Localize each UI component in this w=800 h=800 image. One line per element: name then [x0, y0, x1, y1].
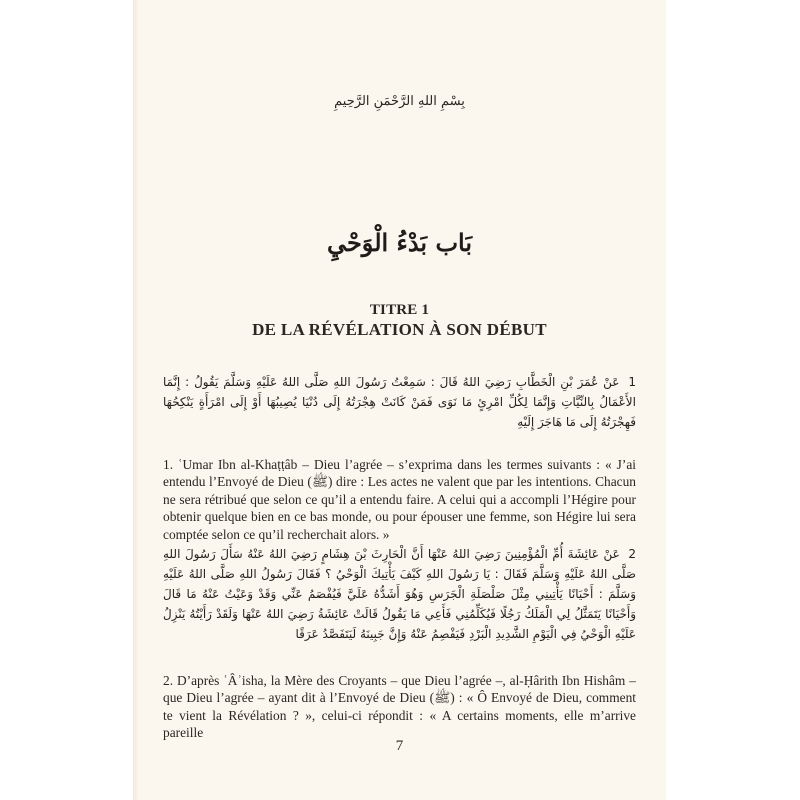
page-edge-shadow [133, 0, 139, 800]
hadith-1-french-translation: 1. ʿUmar Ibn al-Khaṭṭâb – Dieu l’agrée – s’exprima dans les termes suivants : « J’ai entendu l’Envoyé de Dieu (ﷺ) dire : Les actes ne valent que par les intentions. Chacun ne sera rétribué que selon ce qu’il a entendu faire. A celui qui a accompli l’Hégire pour obtenir quelque bien en ce bas monde, ou pour épouser une femme, son Hégire lui sera comptée selon ce qu’il recherchait alors. » [163, 457, 636, 542]
hadith-1-number: 1 [628, 375, 636, 389]
page-number: 7 [395, 738, 404, 754]
basmala-header: بِسْمِ اللهِ الرَّحْمَنِ الرَّحِيمِ [334, 94, 465, 109]
book-page [133, 0, 666, 800]
hadith-2-french-translation: 2. D’après ʿÂʾisha, la Mère des Croyants – que Dieu l’agrée –, al-Ḥârith Ibn Hishâm – que Dieu l’agrée – ayant dit à l’Envoyé de Dieu (ﷺ) : « Ô Envoyé de Dieu, comment te vient la Révélation ? », celui-ci répondit : « A certains moments, elle m’arrive pareille [163, 673, 636, 741]
hadith-1-arabic-text: عَنْ عُمَرَ بْنِ الْخَطَّابِ رَضِيَ اللهُ قَالَ : سَمِعْتُ رَسُولَ اللهِ صَلَّى اللهُ عَلَيْهِ وَسَلَّمَ يَقُولُ : إِنَّمَا الأَعْمَالُ بِالنِّيَّاتِ وَإِنَّمَا لِكُلِّ امْرِئٍ مَا نَوَى فَمَنْ كَانَتْ هِجْرَتُهُ إِلَى دُنْيَا يُصِيبُهَا أَوْ إِلَى امْرَأَةٍ يَنْكِحُهَا فَهِجْرَتُهُ إِلَى مَا هَاجَرَ إِلَيْهِ [163, 375, 636, 429]
hadith-2-arabic [163, 544, 636, 644]
french-title-number: TITRE 1 [369, 302, 430, 318]
arabic-chapter-title: بَاب بَدْءُ الْوَحْيِ [326, 228, 473, 257]
french-chapter-title: DE LA RÉVÉLATION À SON DÉBUT [252, 320, 547, 339]
hadith-2-arabic-text: عَنْ عَائِشَةَ أُمِّ الْمُؤْمِنِينَ رَضِيَ اللهُ عَنْهَا أَنَّ الْحَارِثَ بْنَ هِشَامٍ رَضِيَ اللهُ عَنْهُ سَأَلَ رَسُولَ اللهِ صَلَّى اللهُ عَلَيْهِ وَسَلَّمَ فَقَالَ : يَا رَسُولَ اللهِ كَيْفَ يَأْتِيكَ الْوَحْيُ ؟ فَقَالَ رَسُولُ اللهِ صَلَّى اللهُ عَلَيْهِ وَسَلَّمَ : أَحْيَانًا يَأْتِينِي مِثْلَ صَلْصَلَةِ الْجَرَسِ وَهُوَ أَشَدُّهُ عَلَيَّ فَيُفْصَمُ عَنِّي وَقَدْ وَعَيْتُ عَنْهُ مَا قَالَ وَأَحْيَانًا يَتَمَثَّلُ لِي الْمَلَكُ رَجُلًا فَيُكَلِّمُنِي فَأَعِي مَا يَقُولُ قَالَتْ عَائِشَةُ رَضِيَ اللهُ عَنْهَا وَلَقَدْ رَأَيْتُهُ يَنْزِلُ عَلَيْهِ الْوَحْيُ فِي الْيَوْمِ الشَّدِيدِ الْبَرْدِ فَيَفْصِمُ عَنْهُ وَإِنَّ جَبِينَهُ لَيَتَفَصَّدُ عَرَقًا [163, 547, 636, 641]
hadith-2-number: 2 [628, 547, 636, 561]
hadith-1-arabic [163, 372, 636, 432]
